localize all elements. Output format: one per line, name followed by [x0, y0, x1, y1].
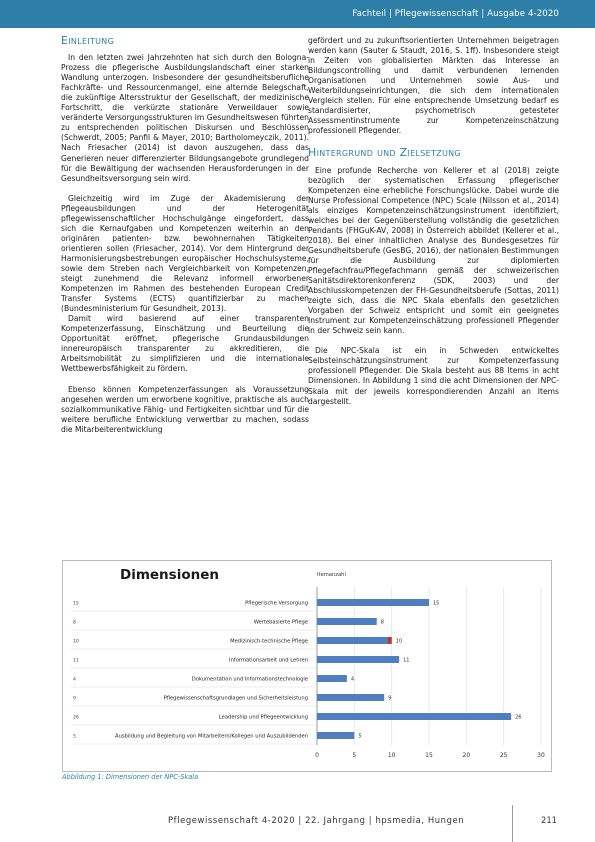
header-text: Fachteil | Pflegewissenschaft | Ausgabe 4-2020 [352, 9, 559, 19]
section-heading-hintergrund: Hintergrund und Zielsetzung [308, 146, 461, 160]
paragraph: Die NPC-Skala ist ein in Schweden entwickeltes Selbsteinschätzungsinstrument zur Kompetenzerfassung professionell Pflegender. Die Skala besteht aus 88 Items in acht Dimensionen. In Abbildung 1 sind die acht Dimensionen der NPC-Skala mit der jeweils korrespondierenden Anzahl an Items dargestellt. [308, 346, 559, 406]
data-label: 11 [403, 657, 410, 664]
data-label: 9 [388, 695, 392, 702]
paragraph: Damit wird basierend auf einer transparenten Kompetenzerfassung, Einschätzung und Beurteilung die Opportunität eröffnet, pflegerische Grundausbildungen innereuropäisch transparenter zu akkreditieren, die Arbeitsmobilität zu simplifizieren und die internationale Wettbewerbsfähigkeit zu fördern. [61, 314, 309, 374]
bar [317, 694, 384, 701]
row-code: 8 [73, 620, 76, 626]
x-tick-label: 5 [352, 752, 357, 759]
left-column [61, 36, 309, 445]
data-label: 8 [380, 619, 384, 626]
category-label: Pflegerische Versorgung [245, 600, 308, 607]
paragraph: gefördert und zu zukunftsorientierten Unternehmen beigetragen werden kann (Sauter & Staudt, 2016, S. 1ff). Insbesondere steigt in Zeiten von globalisierten Märkten das Interesse an Bildungscontrolling und damit verbundenen lernenden Organisationen und Unternehmen sowie Aus- und Weiterbildungseinrichtungen, die sich dem internationalen Vergleich stellen. Für eine entsprechende Umsetzung bedarf es standardisierter, psychometrisch getesteter Assessmentinstrumente zur Kompetenzeinschätzung professionell Pflegender. [308, 36, 559, 136]
data-label: 4 [350, 676, 355, 683]
bar [317, 732, 354, 739]
data-label: 10 [395, 638, 403, 645]
chart-title: Dimensionen [120, 567, 219, 583]
right-column [308, 36, 559, 417]
row-code: 11 [73, 658, 79, 664]
x-tick-label: 15 [425, 752, 433, 759]
bar [317, 637, 392, 644]
row-code: 10 [73, 639, 79, 645]
footer-divider [512, 805, 513, 842]
figure-caption: Abbildung 1: Dimensionen der NPC-Skala [62, 773, 199, 781]
category-label: Leadership und Pflegeentwicklung [218, 714, 308, 721]
figure-chart [62, 560, 552, 772]
row-code: 9 [73, 696, 76, 702]
category-label: Pflegewissenschaftsgrundlagen und Sicherheitsleistung [163, 695, 308, 702]
row-code: 5 [73, 734, 76, 740]
bar [317, 713, 511, 720]
bar [317, 599, 429, 606]
bar-highlight [388, 637, 392, 644]
category-label: Ausbildung und Begleitung von Mitarbeitern/Kollegen und Auszubildenden [115, 733, 308, 740]
bar [317, 656, 399, 663]
x-tick-label: 30 [537, 752, 545, 759]
row-code: 15 [73, 601, 79, 607]
paragraph: Eine profunde Recherche von Kellerer et al (2018) zeigte bezüglich der systematischen Erfassung pflegerischer Kompetenzen eine erhebliche Forschungslücke. Dabei wurde die Nurse Professional Competence (NPC) Scale (Nilsson et al., 2014) als einziges Kompetenzeinschätzungsinstrument identifiziert, welches bei der Gegenüberstellung vollständig die gesetzlichen Pendants (FHGuK-AV, 2008) in Österreich abbildet (Kellerer et al., 2018). Bei einer inhaltlichen Analyse des Bundesgesetzes für Gesundheitsberufe (GesBG, 2016), der nationalen Bestimmungen für die Ausbildung zur diplomierten Pflegefachfrau/Pflegefachmann gemäß der schweizerischen Sanitätsdirektorenkonferenz (SDK, 2003) und der Abschlusskompetenzen der FH-Gesundheitsberufe (Sottas, 2011) zeigte sich, dass die NPC Skala ebenfalls den gesetzlichen Vorgaben der Schweiz entspricht und somit ein geeignetes Instrument zur Kompetenzeinschätzung professionell Pflegender in der Schweiz sein kann. [308, 165, 559, 336]
paragraph: In den letzten zwei Jahrzehnten hat sich durch den Bologna-Prozess die pflegerische Ausbildungslandschaft einer starken Wandlung unterzogen. Insbesondere der gesundheitsberufliche Fachkräfte- und Ressourcenmangel, eine alternde Belegschaft, die zukünftige Altersstruktur der Gesellschaft, der medizinische Fortschritt, die verkürzte stationäre Verweildauer sowie veränderte Versorgungsstrukturen im Gesundheitswesen führten zu entsprechenden politischen Diskursen und Beschlüssen (Schwerdt, 2005; Panfil & Mayer, 2010; Bartholomeyczik, 2011). Nach Friesacher (2014) ist davon auszugehen, dass das Generieren neuer differenzierter Bildungsangebote grundlegend für die Bewältigung der wachsenden Herausforderungen in der Gesundheitsversorgung sein wird. [61, 53, 309, 183]
row-code: 26 [73, 715, 79, 721]
footer-text: Pflegewissenschaft 4-2020 | 22. Jahrgang | hpsmedia, Hungen [168, 815, 465, 825]
data-label: 5 [358, 733, 362, 740]
x-tick-label: 0 [315, 752, 319, 759]
section-heading-einleitung: Einleitung [61, 34, 115, 47]
x-tick-label: 10 [387, 752, 396, 759]
data-label: 26 [515, 714, 522, 721]
header-bar [0, 0, 595, 28]
x-tick-label: 25 [499, 752, 508, 759]
category-label: Medizinisch-technische Pflege [230, 638, 308, 645]
bar [317, 618, 377, 625]
bar-chart [63, 561, 551, 771]
paragraph: Gleichzeitig wird im Zuge der Akademisierung der Pflegeausbildungen und der Heterogenität pflegewissenschaftlicher Hochschulgänge eingefordert, dass sich die Kernaufgaben und Kompetenzen weiterhin an den originären patienten- bzw. bewohnernahen Tätigkeiten orientieren sollen (Friesacher, 2014). Vor dem Hintergrund der Harmonisierungsbestrebungen europäischer Hochschulsysteme, sowie dem Streben nach Vergleichbarkeit von Kompetenzen, steigt zunehmend die Relevanz informell erworbener Kompetenzen im Rahmen des bestehenden European Credit Transfer Systems (ECTS) quantifizierbar zu machen (Bundesministerium für Gesundheit, 2013). [61, 193, 309, 314]
category-label: Informationsarbeit und Lehren [229, 657, 308, 664]
page-number: 211 [541, 815, 557, 825]
category-label: Wertebasierte Pflege [253, 619, 308, 626]
data-label: 15 [433, 600, 440, 607]
paragraph: Ebenso können Kompetenzerfassungen als Voraussetzung angesehen werden um erworbene kognitive, praktische als auch sozialkommunikative Fähig- und Fertigkeiten sichtbar und für die weitere berufliche Entwicklung verwertbar zu machen, sodass die Mitarbeiterentwicklung [61, 384, 309, 434]
chart-column-header: Itemanzahl [317, 572, 346, 578]
bar [317, 675, 347, 682]
category-label: Dokumentation und Informationstechnologie [191, 676, 308, 683]
x-tick-label: 20 [462, 752, 471, 759]
row-code: 4 [73, 677, 76, 683]
